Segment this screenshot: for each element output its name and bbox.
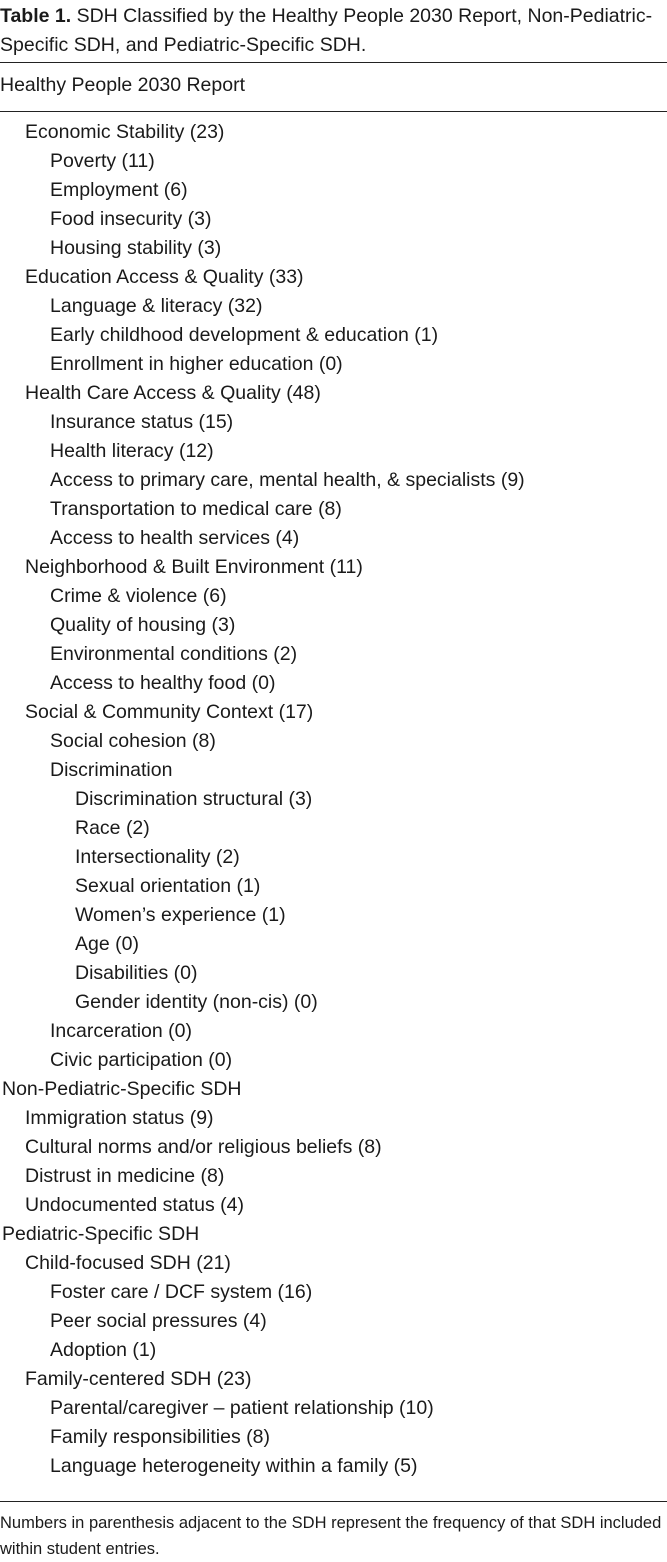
table-row: Pediatric-Specific SDH xyxy=(2,1223,200,1245)
table-row: Transportation to medical care (8) xyxy=(50,498,342,520)
table-row: Insurance status (15) xyxy=(50,411,234,433)
table-row: Family responsibilities (8) xyxy=(50,1426,270,1448)
table-row: Access to health services (4) xyxy=(50,527,300,549)
table-caption-label: Table 1. xyxy=(0,5,72,27)
table-row: Civic participation (0) xyxy=(50,1049,233,1071)
table-row: Peer social pressures (4) xyxy=(50,1310,267,1332)
table-row: Poverty (11) xyxy=(50,150,155,172)
table-row: Discrimination xyxy=(50,759,173,781)
table-body xyxy=(0,118,525,1481)
table-column-header: Healthy People 2030 Report xyxy=(0,74,245,96)
table-header-rule xyxy=(0,111,667,112)
table-row: Discrimination structural (3) xyxy=(75,788,313,810)
table-row: Economic Stability (23) xyxy=(25,121,225,143)
table-row: Social cohesion (8) xyxy=(50,730,216,752)
table-row: Language heterogeneity within a family (5) xyxy=(50,1455,418,1477)
table-row: Race (2) xyxy=(75,817,150,839)
table-row: Language & literacy (32) xyxy=(50,295,263,317)
table-row: Adoption (1) xyxy=(50,1339,157,1361)
table-row: Access to primary care, mental health, & specialists (9) xyxy=(50,469,525,491)
table-footnote: Numbers in parenthesis adjacent to the SDH represent the frequency of that SDH included within student entries. xyxy=(0,1514,662,1558)
table-row: Education Access & Quality (33) xyxy=(25,266,304,288)
table-row: Health Care Access & Quality (48) xyxy=(25,382,321,404)
table-row: Women’s experience (1) xyxy=(75,904,286,926)
table-row: Disabilities (0) xyxy=(75,962,198,984)
table-row: Crime & violence (6) xyxy=(50,585,227,607)
table-row: Distrust in medicine (8) xyxy=(25,1165,225,1187)
table-row: Environmental conditions (2) xyxy=(50,643,298,665)
table-top-rule xyxy=(0,62,667,63)
table-row: Access to healthy food (0) xyxy=(50,672,276,694)
table-row: Foster care / DCF system (16) xyxy=(50,1281,313,1303)
table-row: Neighborhood & Built Environment (11) xyxy=(25,556,363,578)
table-row: Sexual orientation (1) xyxy=(75,875,261,897)
table-row: Cultural norms and/or religious beliefs (8) xyxy=(25,1136,382,1158)
table-row: Family-centered SDH (23) xyxy=(25,1368,252,1390)
table-row: Parental/caregiver – patient relationship (10) xyxy=(50,1397,434,1419)
table-row: Intersectionality (2) xyxy=(75,846,240,868)
table-row: Housing stability (3) xyxy=(50,237,222,259)
table-row: Gender identity (non-cis) (0) xyxy=(75,991,318,1013)
table-row: Health literacy (12) xyxy=(50,440,214,462)
table-caption xyxy=(0,2,667,60)
table-row: Immigration status (9) xyxy=(25,1107,214,1129)
table-row: Early childhood development & education (1) xyxy=(50,324,439,346)
table-row: Food insecurity (3) xyxy=(50,208,212,230)
table-row: Undocumented status (4) xyxy=(25,1194,244,1216)
table-row: Social & Community Context (17) xyxy=(25,701,314,723)
table-row: Enrollment in higher education (0) xyxy=(50,353,343,375)
table-bottom-rule xyxy=(0,1501,667,1502)
table-row: Incarceration (0) xyxy=(50,1020,192,1042)
table-row: Age (0) xyxy=(75,933,139,955)
table-row: Employment (6) xyxy=(50,179,188,201)
table-row: Quality of housing (3) xyxy=(50,614,236,636)
table-row: Non-Pediatric-Specific SDH xyxy=(2,1078,242,1100)
table-caption-text: SDH Classified by the Healthy People 2030 Report, Non-Pediatric-Specific SDH, and Pediatric-Specific SDH. xyxy=(0,5,653,56)
table-row: Child-focused SDH (21) xyxy=(25,1252,231,1274)
